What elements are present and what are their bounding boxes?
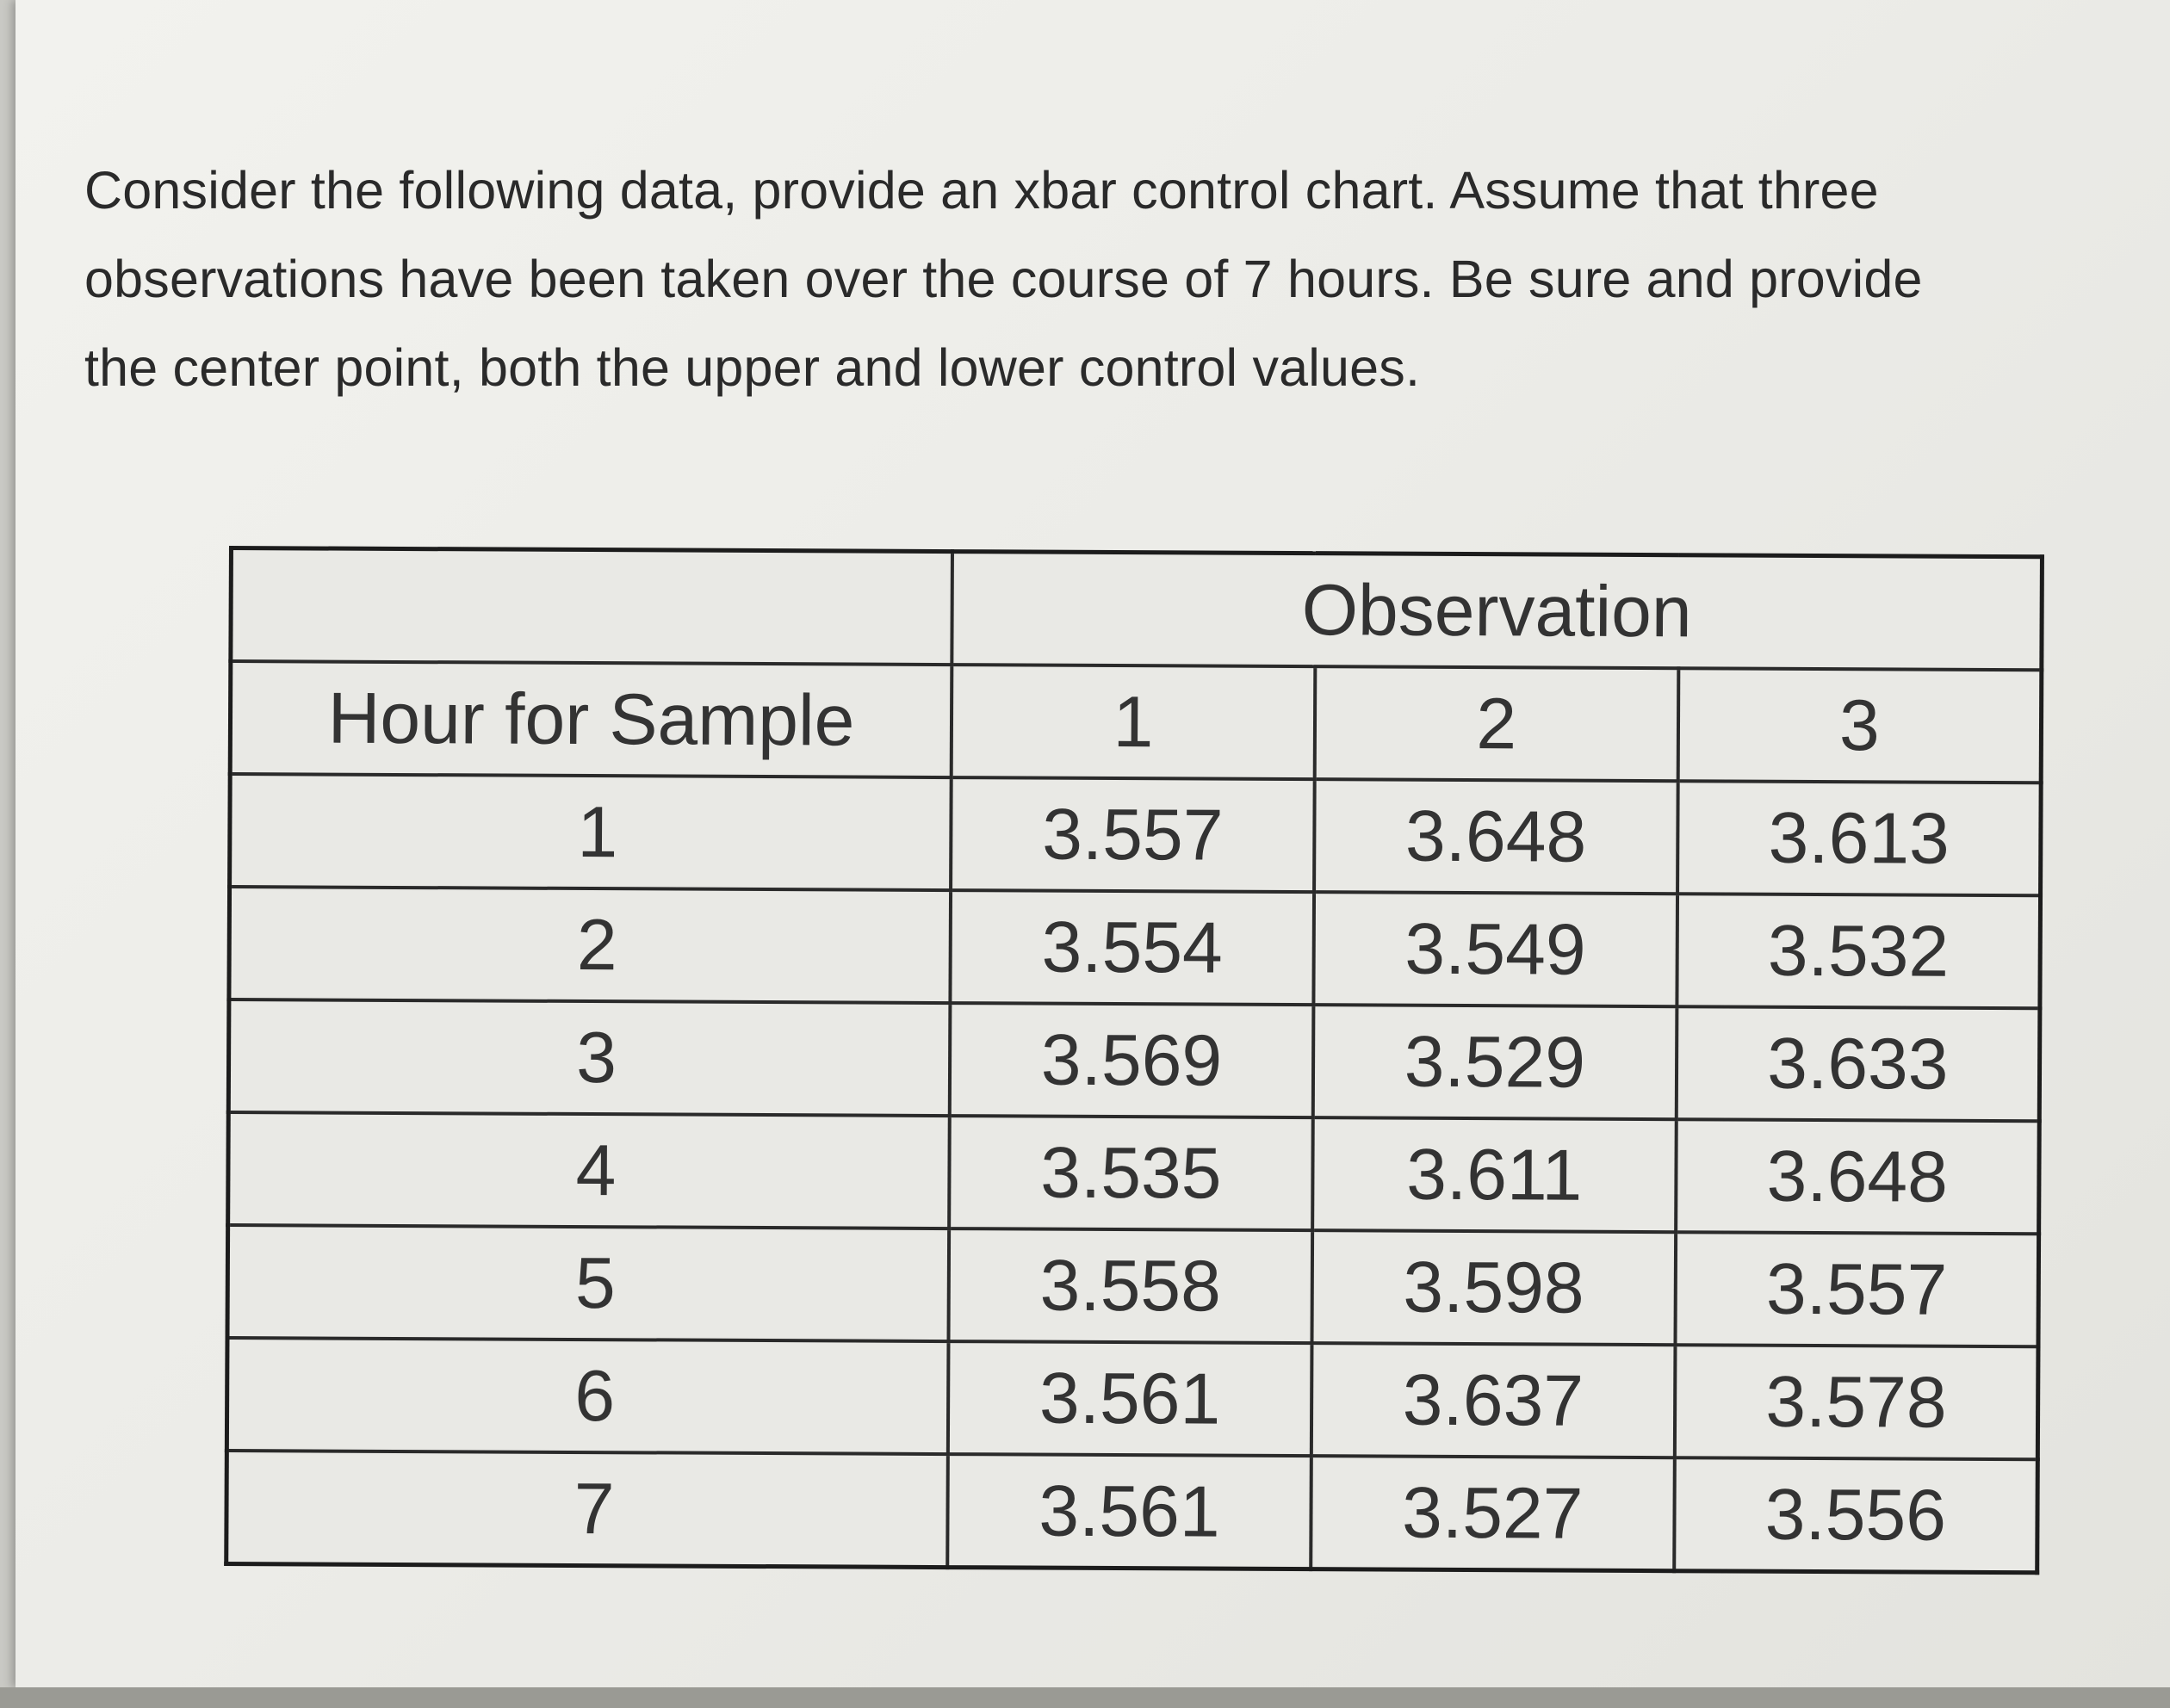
table-row	[230, 774, 2042, 895]
table-header-row-columns	[230, 661, 2042, 783]
hour-cell: 4	[228, 1112, 950, 1228]
question-text	[84, 146, 2125, 412]
table-row	[226, 1338, 2038, 1459]
value-cell: 3.611	[1312, 1117, 1676, 1232]
hour-cell: 6	[226, 1338, 948, 1454]
table-row	[228, 1112, 2040, 1234]
hour-cell: 1	[230, 774, 952, 890]
hour-cell: 5	[227, 1225, 949, 1341]
value-cell: 3.648	[1676, 1119, 2039, 1234]
screen-bottom-edge	[0, 1687, 2170, 1708]
value-cell: 3.529	[1313, 1005, 1677, 1119]
value-cell: 3.557	[1675, 1232, 2038, 1346]
observation-1-header: 1	[952, 665, 1315, 779]
value-cell: 3.556	[1674, 1457, 2037, 1573]
value-cell: 3.633	[1676, 1006, 2039, 1121]
value-cell: 3.527	[1311, 1456, 1674, 1571]
hour-for-sample-header: Hour for Sample	[230, 661, 952, 777]
table-row	[227, 1225, 2039, 1346]
observation-group-header: Observation	[952, 552, 2042, 671]
value-cell: 3.648	[1314, 779, 1677, 894]
observation-2-header: 2	[1315, 666, 1678, 781]
value-cell: 3.613	[1677, 781, 2041, 895]
hour-cell: 7	[226, 1451, 948, 1568]
value-cell: 3.561	[948, 1341, 1311, 1456]
value-cell: 3.578	[1675, 1345, 2038, 1459]
value-cell: 3.554	[950, 890, 1313, 1005]
table-header-row-group	[231, 548, 2043, 671]
question-line-3: the center point, both the upper and lower control values.	[84, 338, 1421, 397]
question-line-2: observations have been taken over the course of 7 hours. Be sure and provide	[84, 250, 1923, 308]
value-cell: 3.558	[949, 1228, 1312, 1343]
hour-cell: 2	[229, 887, 951, 1003]
table-row	[226, 1451, 2038, 1573]
value-cell: 3.535	[949, 1116, 1312, 1230]
value-cell: 3.561	[947, 1454, 1311, 1569]
hour-cell: 3	[228, 999, 950, 1116]
value-cell: 3.598	[1311, 1230, 1675, 1345]
value-cell: 3.569	[950, 1003, 1313, 1117]
value-cell: 3.637	[1311, 1343, 1675, 1457]
value-cell: 3.557	[951, 777, 1314, 892]
value-cell: 3.532	[1677, 894, 2040, 1008]
empty-corner-cell	[231, 548, 952, 665]
document-page	[16, 0, 2170, 1687]
observation-3-header: 3	[1677, 668, 2041, 783]
question-line-1: Consider the following data, provide an xbar control chart. Assume that three	[84, 161, 1879, 220]
table-row	[228, 999, 2040, 1121]
value-cell: 3.549	[1313, 892, 1677, 1006]
table-row	[229, 887, 2041, 1008]
observation-table	[224, 546, 2044, 1575]
